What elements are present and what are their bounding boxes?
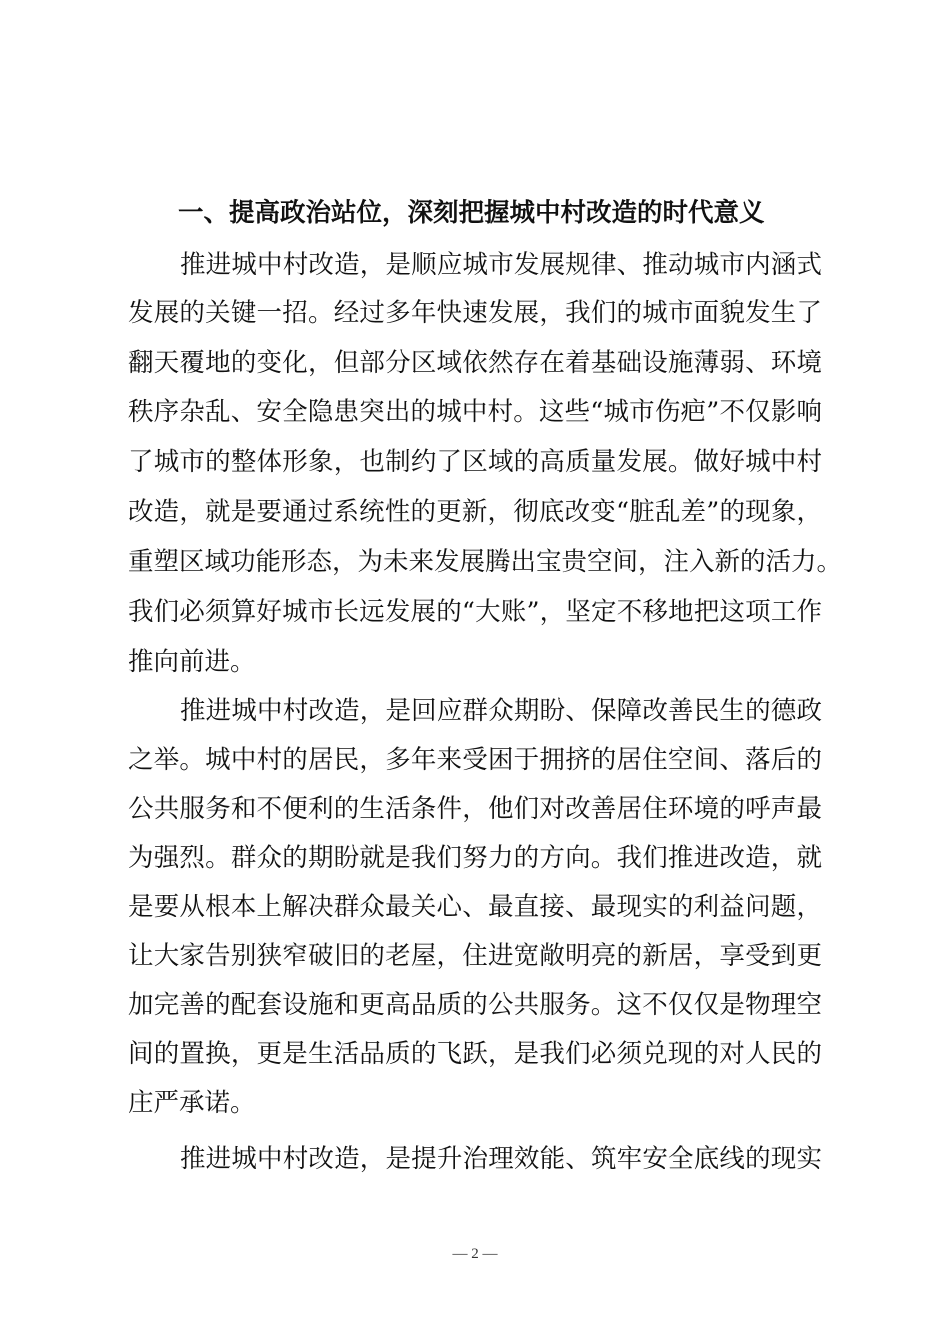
page-number: — 2 — [452, 1246, 498, 1262]
paragraph-1-line: 翻天覆地的变化，但部分区域依然存在着基础设施薄弱、环境 [128, 348, 822, 378]
paragraph-2-line: 之举。城中村的居民，多年来受困于拥挤的居住空间、落后的 [128, 745, 822, 775]
paragraph-1-line: 秩序杂乱、安全隐患突出的城中村。这些“城市伤疤”不仅影响 [128, 397, 822, 427]
section-heading: 一、提高政治站位，深刻把握城中村改造的时代意义 [178, 198, 765, 228]
paragraph-2-line: 公共服务和不便利的生活条件，他们对改善居住环境的呼声最 [128, 794, 822, 824]
paragraph-2-line: 推进城中村改造，是回应群众期盼、保障改善民生的德政 [180, 696, 822, 726]
paragraph-1-line: 了城市的整体形象，也制约了区域的高质量发展。做好城中村 [128, 447, 822, 477]
paragraph-3-line: 推进城中村改造，是提升治理效能、筑牢安全底线的现实 [180, 1144, 822, 1174]
paragraph-1-line: 改造，就是要通过系统性的更新，彻底改变“脏乱差”的现象， [128, 497, 822, 527]
paragraph-2-line: 为强烈。群众的期盼就是我们努力的方向。我们推进改造，就 [128, 843, 822, 873]
paragraph-1-line: 推进城中村改造，是顺应城市发展规律、推动城市内涵式 [180, 250, 822, 280]
paragraph-1-line: 推向前进。 [128, 647, 256, 677]
paragraph-1-line: 发展的关键一招。经过多年快速发展，我们的城市面貌发生了 [128, 298, 822, 328]
paragraph-2-line: 庄严承诺。 [128, 1088, 256, 1118]
paragraph-1-line: 重塑区域功能形态，为未来发展腾出宝贵空间，注入新的活力。 [128, 547, 843, 577]
paragraph-1-line: 我们必须算好城市长远发展的“大账”，坚定不移地把这项工作 [128, 597, 822, 627]
paragraph-2-line: 让大家告别狭窄破旧的老屋，住进宽敞明亮的新居，享受到更 [128, 941, 822, 971]
paragraph-2-line: 加完善的配套设施和更高品质的公共服务。这不仅仅是物理空 [128, 990, 822, 1020]
paragraph-2-line: 间的置换，更是生活品质的飞跃，是我们必须兑现的对人民的 [128, 1039, 822, 1069]
paragraph-2-line: 是要从根本上解决群众最关心、最直接、最现实的利益问题， [128, 892, 822, 922]
